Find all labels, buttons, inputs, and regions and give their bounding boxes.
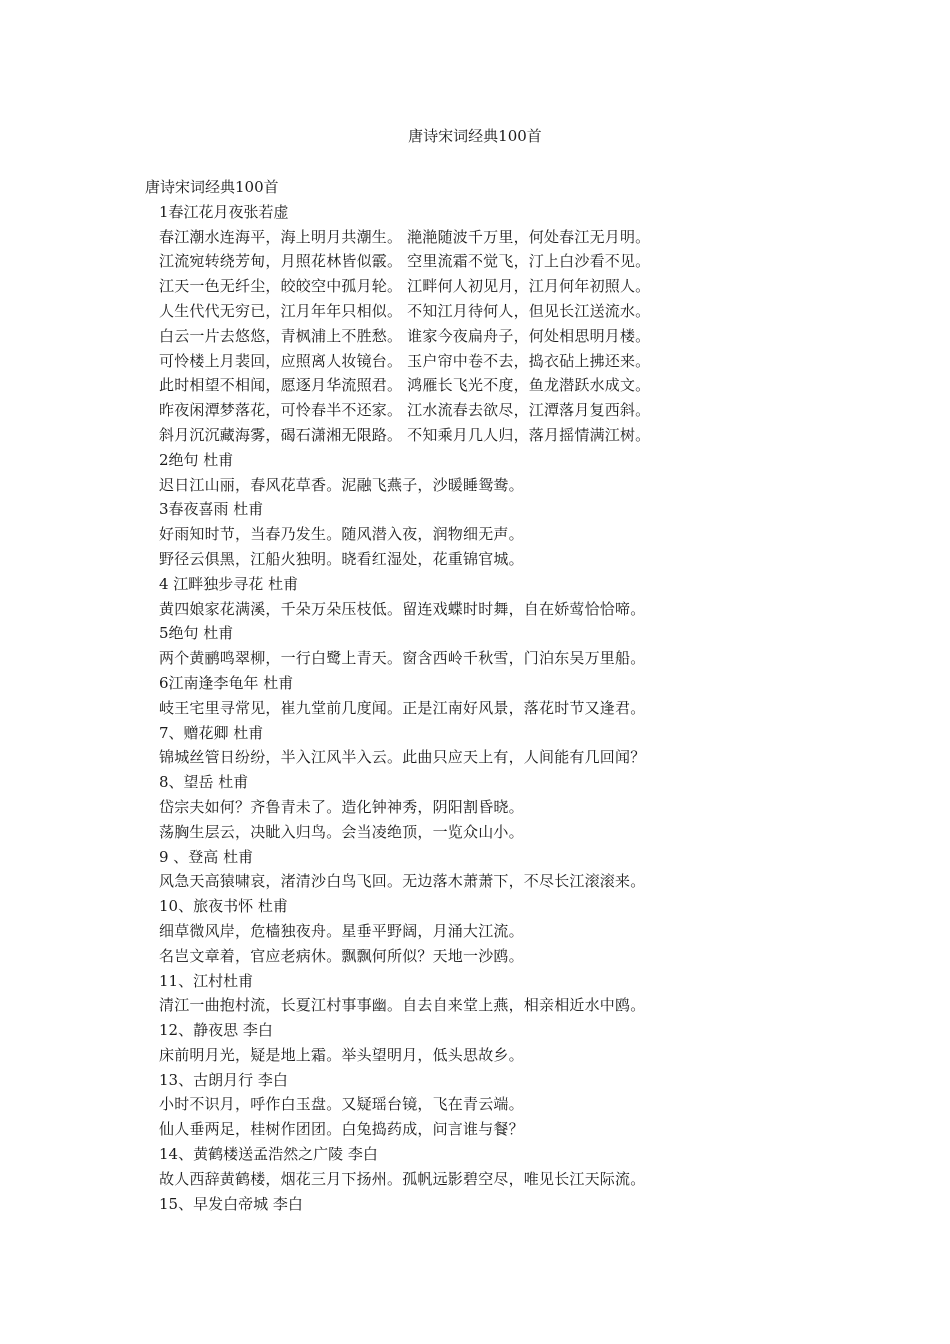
poem-title: 9 、登高 杜甫 xyxy=(159,847,254,866)
poem-line: 昨夜闲潭梦落花，可怜春半不还家。 江水流春去欲尽，江潭落月复西斜。 xyxy=(159,401,651,420)
poem-line: 江流宛转绕芳甸，月照花林皆似霰。 空里流霜不觉飞，汀上白沙看不见。 xyxy=(159,252,651,271)
poem-title: 2绝句 杜甫 xyxy=(159,450,234,469)
poem-title: 7、赠花卿 杜甫 xyxy=(159,723,264,742)
poem-line: 锦城丝管日纷纷，半入江风半入云。此曲只应天上有，人间能有几回闻？ xyxy=(159,748,646,767)
poem-title: 4 江畔独步寻花 杜甫 xyxy=(159,574,299,593)
poem-title: 15、早发白帝城 李白 xyxy=(159,1194,303,1213)
poem-line: 此时相望不相闻，愿逐月华流照君。 鸿雁长飞光不度，鱼龙潜跃水成文。 xyxy=(159,376,651,395)
poem-line: 迟日江山丽，春风花草香。泥融飞燕子，沙暖睡鸳鸯。 xyxy=(159,475,524,494)
poem-title: 12、静夜思 李白 xyxy=(159,1021,273,1040)
poem-title: 13、古朗月行 李白 xyxy=(159,1070,288,1089)
poem-title: 11、江村杜甫 xyxy=(159,971,254,990)
poem-line: 荡胸生层云，决眦入归鸟。会当凌绝顶，一览众山小。 xyxy=(159,822,524,841)
poem-title: 5绝句 杜甫 xyxy=(159,624,234,643)
poem-line: 江天一色无纤尘，皎皎空中孤月轮。 江畔何人初见月，江月何年初照人。 xyxy=(159,277,651,296)
poem-title: 8、望岳 杜甫 xyxy=(159,773,249,792)
poem-line: 可怜楼上月裴回，应照离人妆镜台。 玉户帘中卷不去，捣衣砧上拂还来。 xyxy=(159,351,651,370)
poem-title: 3春夜喜雨 杜甫 xyxy=(159,500,264,519)
poem-line: 斜月沉沉藏海雾，碣石潇湘无限路。 不知乘月几人归，落月摇情满江树。 xyxy=(159,425,651,444)
poem-line: 床前明月光，疑是地上霜。举头望明月，低头思故乡。 xyxy=(159,1045,524,1064)
poem-line: 小时不识月，呼作白玉盘。又疑瑶台镜，飞在青云端。 xyxy=(159,1095,524,1114)
poem-line: 白云一片去悠悠，青枫浦上不胜愁。 谁家今夜扁舟子，何处相思明月楼。 xyxy=(159,326,651,345)
poem-line: 风急天高猿啸哀，渚清沙白鸟飞回。无边落木萧萧下，不尽长江滚滚来。 xyxy=(159,872,646,891)
page-header-title: 唐诗宋词经典100首 xyxy=(408,127,542,145)
poem-line: 人生代代无穷已，江月年年只相似。 不知江月待何人，但见长江送流水。 xyxy=(159,301,651,320)
poem-line: 两个黄鹂鸣翠柳，一行白鹭上青天。窗含西岭千秋雪，门泊东吴万里船。 xyxy=(159,649,646,668)
poem-line: 仙人垂两足，桂树作团团。白兔捣药成，问言谁与餐？ xyxy=(159,1120,524,1139)
poem-line: 清江一曲抱村流，长夏江村事事幽。自去自来堂上燕，相亲相近水中鸥。 xyxy=(159,996,646,1015)
poem-line: 故人西辞黄鹤楼，烟花三月下扬州。孤帆远影碧空尽，唯见长江天际流。 xyxy=(159,1169,646,1188)
document-body xyxy=(145,175,905,1216)
poem-line: 名岂文章着，官应老病休。飘飘何所似？天地一沙鸥。 xyxy=(159,946,524,965)
document-title: 唐诗宋词经典100首 xyxy=(145,178,279,196)
poem-title: 10、旅夜书怀 杜甫 xyxy=(159,897,288,916)
poem-line: 春江潮水连海平，海上明月共潮生。 滟滟随波千万里，何处春江无月明。 xyxy=(159,227,651,246)
poem-line: 岐王宅里寻常见，崔九堂前几度闻。正是江南好风景，落花时节又逢君。 xyxy=(159,698,646,717)
poem-line: 野径云俱黑，江船火独明。晓看红湿处，花重锦官城。 xyxy=(159,549,524,568)
poem-line: 好雨知时节，当春乃发生。随风潜入夜，润物细无声。 xyxy=(159,525,524,544)
poem-title: 14、黄鹤楼送孟浩然之广陵 李白 xyxy=(159,1145,378,1164)
poem-line: 黄四娘家花满溪，千朵万朵压枝低。留连戏蝶时时舞，自在娇莺恰恰啼。 xyxy=(159,599,646,618)
poem-line: 细草微风岸，危樯独夜舟。星垂平野阔，月涌大江流。 xyxy=(159,921,524,940)
poem-title: 1春江花月夜张若虚 xyxy=(159,202,289,221)
poem-line: 岱宗夫如何？齐鲁青未了。造化钟神秀，阴阳割昏晓。 xyxy=(159,797,524,816)
poem-title: 6江南逢李龟年 杜甫 xyxy=(159,673,294,692)
